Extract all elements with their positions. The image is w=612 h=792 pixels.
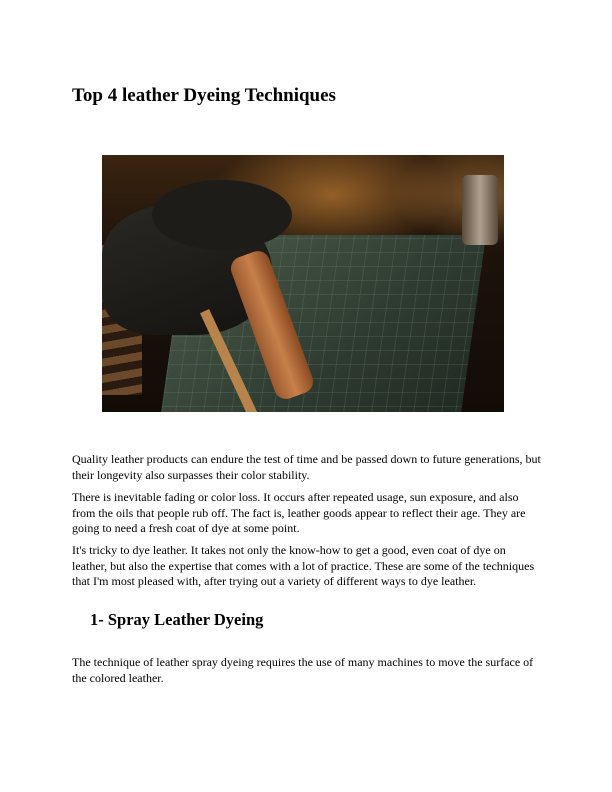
page-title: Top 4 leather Dyeing Techniques <box>72 85 336 106</box>
paragraph-intro: Quality leather products can endure the test of time and be passed down to future generations, but their longevity also surpasses their color stability. <box>72 452 541 482</box>
paragraph-tricky: It's tricky to dye leather. It takes not only the know-how to get a good, even coat of dye on leather, but also the expertise that comes with a lot of practice. These are some of the techniques that I'm most pleased with, after trying out a variety of different ways to dye leather. <box>72 543 535 588</box>
dye-bottle <box>462 175 498 245</box>
leather-dyeing-photo <box>102 155 504 412</box>
gloved-hand-upper <box>152 180 292 250</box>
paragraph-spray: The technique of leather spray dyeing requires the use of many machines to move the surface of the colored leather. <box>72 655 534 685</box>
section-heading-spray: 1- Spray Leather Dyeing <box>90 610 264 629</box>
paragraph-fading: There is inevitable fading or color loss. It occurs after repeated usage, sun exposure, and also from the oils that people rub off. The fact is, leather goods appear to reflect their age. They are going to need a fresh coat of dye at some point. <box>72 490 526 535</box>
